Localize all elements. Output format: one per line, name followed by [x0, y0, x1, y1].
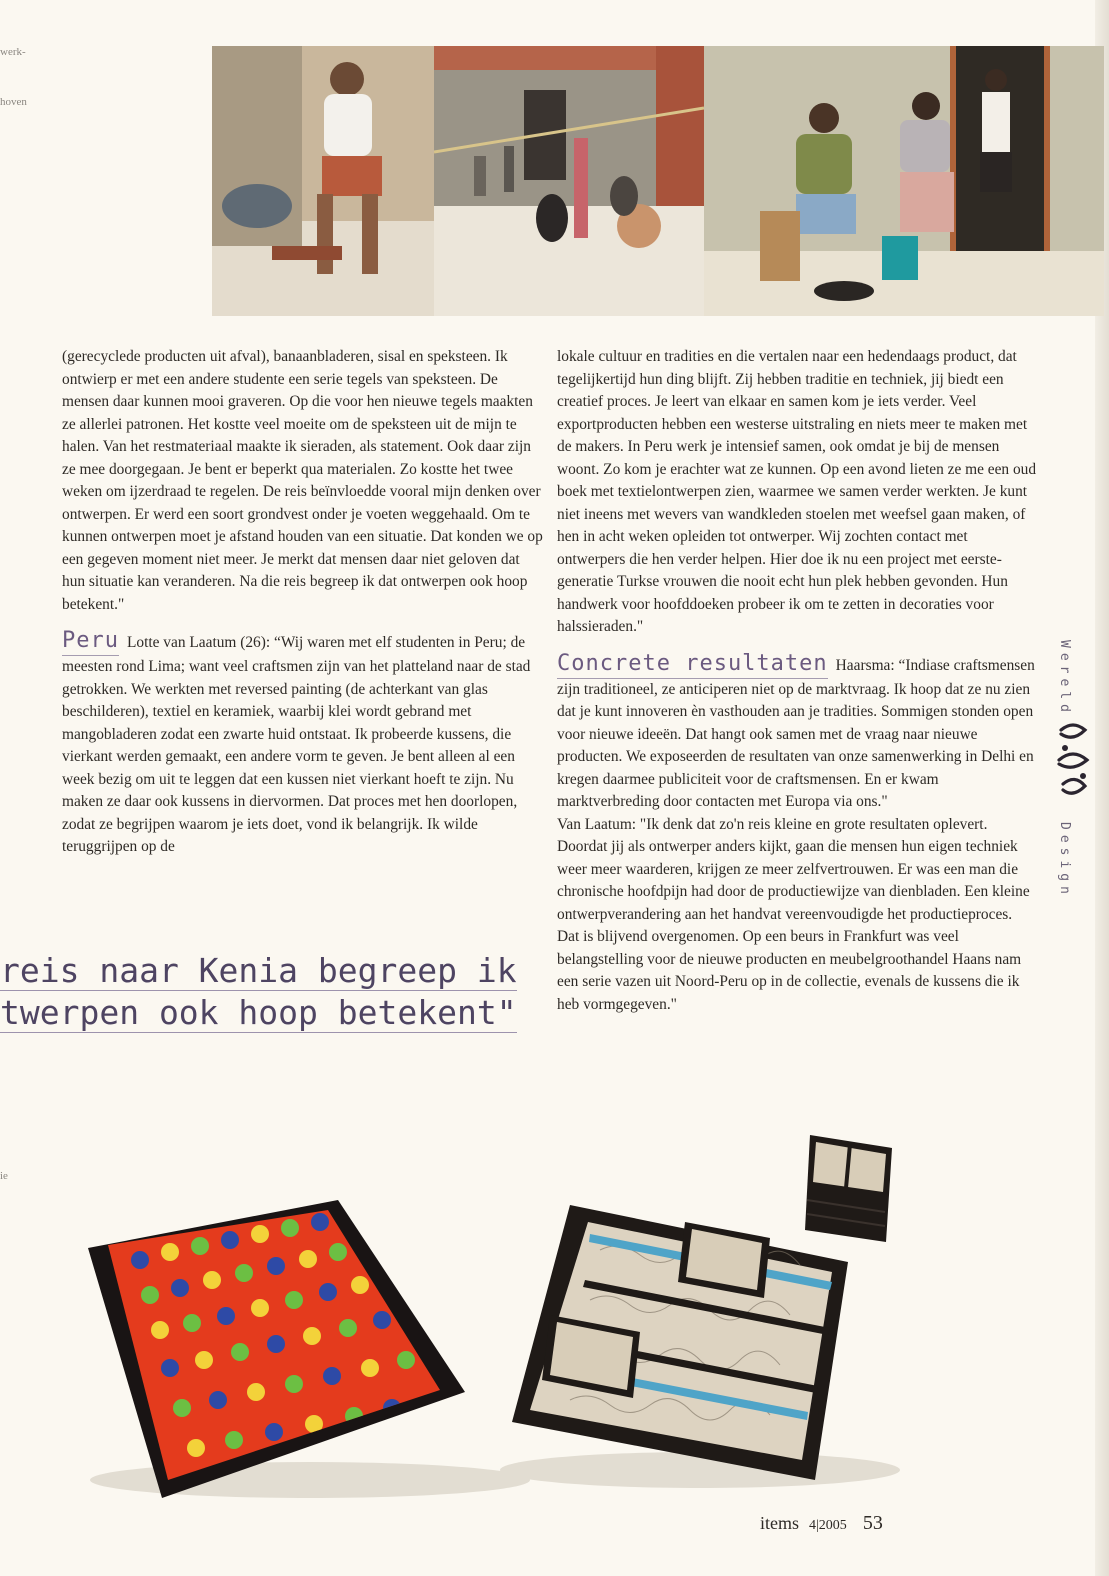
right-column [557, 346, 1037, 1016]
photo-leather-workers [704, 46, 1104, 316]
paragraph: lokale cultuur en tradities en die vertalen naar een hedendaags product, dat tegelijkertijd hun ding blijft. Zij hebben traditie en techniek, jij biedt een creatief proces. Je leert van elkaar en samen kom je iets verder. Veel exportproducten hebben een westerse uitstraling en niets meer te maken met de makers. In Peru werk je intensief samen, ook omdat je bij de mensen woont. Zo kom je erachter wat ze kunnen. Op een avond lieten ze me een oud boek met textielontwerpen zien, waarmee we samen verder werkten. Je kunt niet ineens met wevers van wandkleden stoelen met weefsel gaan maken, of hen in acht weken opleiden tot ontwerper. Wij zochten contact met ontwerpers die hen verder helpen. Hier doe ik nu een project met eerste-generatie Turkse vrouwen die nooit echt hun plek hebben gevonden. Hun handwerk voor hoofddoeken probeer ik om te zetten in decoraties voor halssieraden." [557, 348, 1037, 635]
pull-quote [0, 950, 540, 1034]
section-heading-concrete: Concrete resultaten [557, 651, 828, 679]
paragraph: (gerecyclede producten uit afval), banaanbladeren, sisal en speksteen. Ik ontwierp er met een andere studente een serie tegels van speksteen. De mensen daar kunnen mooi graveren. Op die voor hen nieuwe tegels maakten ze allerlei patronen. Het kostte veel moeite om de speksteen uit de mijn te halen. Van het restmateriaal maakte ik sieraden, als statement. Ook daar zijn ze mee doorgegaan. Je bent er beperkt qua materialen. Zo kostte het twee weken om ijzerdraad te regelen. De reis beïnvloedde vooral mijn denken over ontwerpen. Er werd een soort grondvest onder je voeten weggehaald. Om te kunnen ontwerpen moet je afstand houden van een situatie. Dat konden we op een gegeven moment niet meer. Je merkt dat mensen daar niet geloven dat hun situatie kan veranderen. Na die reis begreep ik dat ontwerpen ook hoop betekent." [62, 348, 543, 613]
concrete-text: Haarsma: “Indiase craftsmensen zijn traditioneel, ze anticiperen niet op de marktvraag. Ik hoop dat ze nu zien dat je kunt innoveren èn vasthouden aan je tradities. Sommigen stonden open voor nieuwe ideeën. Dat hangt ook samen met de vraag naar nieuwe producten. We exposeerden de resultaten van onze samenwerking in Delhi en kregen daarmee publiciteit voor de craftsmensen. En er kwam marktverbreding door contacten met Europa via ons." [557, 656, 1035, 810]
magazine-name: items [760, 1513, 799, 1533]
page-footer [760, 1512, 883, 1535]
margin-fragment: hoven [0, 96, 27, 108]
ornament-logo-icon [1053, 720, 1093, 804]
peru-section [62, 628, 544, 859]
photo-woman-seated [212, 46, 434, 316]
issue-number: 4|2005 [809, 1518, 847, 1533]
photo-strip [212, 46, 1104, 316]
section-heading-peru: Peru [62, 628, 119, 656]
page-number: 53 [862, 1512, 883, 1534]
concrete-section [557, 651, 1037, 814]
margin-fragment: werk- [0, 46, 26, 58]
section-label-top: Wereld [1057, 640, 1072, 717]
photo-courtyard-workshop [434, 46, 704, 316]
product-photo-trays [80, 1130, 960, 1510]
section-label [1053, 640, 1087, 900]
section-label-bottom: Design [1057, 822, 1072, 899]
pull-quote-line: reis naar Kenia begreep ik [0, 951, 517, 990]
left-column [62, 346, 544, 859]
paragraph: Van Laatum: "Ik denk dat zo'n reis kleine en grote resultaten oplevert. Doordat jij als ontwerper anders kijkt, gaan die mensen hun eigen techniek weer meer waarderen, krijgen ze meer zelfvertrouwen. Er was een man die chronische hoofdpijn had door de productiewijze van dienbladen. Een kleine ontwerpverandering aan het handvat vereenvoudigde het productieproces. Dat is blijvend overgenomen. Op een beurs in Frankfurt was veel belangstelling voor de nieuwe producten en meubelgroothandel Haans nam een serie vazen uit Noord-Peru op in de collectie, evenals de kussens die ik heb vormgegeven." [557, 815, 1030, 1013]
peru-text: Lotte van Laatum (26): “Wij waren met elf studenten in Peru; de meesten rond Lima; want veel craftsmen zijn van het platteland naar de stad getrokken. We werkten met reversed painting (de achterkant van glas beschilderen), textiel en keramiek, waarbij klei wordt gebrand met mangobladeren zodat een zwarte huid ontstaat. Ik probeerde kussens, die vierkant werden gemaakt, een andere vorm te geven. Je bent alleen al een week bezig om uit te leggen dat een kussen niet vierkant hoeft te zijn. Nu maken ze daar ook kussens in diervormen. Dat proces met hen doorlopen, zodat ze begrijpen waarom je iets doet, vond ik belangrijk. Ik wilde teruggrijpen op de [62, 634, 531, 855]
margin-fragment: ie [0, 1170, 8, 1182]
pull-quote-line: twerpen ook hoop betekent" [0, 993, 517, 1032]
